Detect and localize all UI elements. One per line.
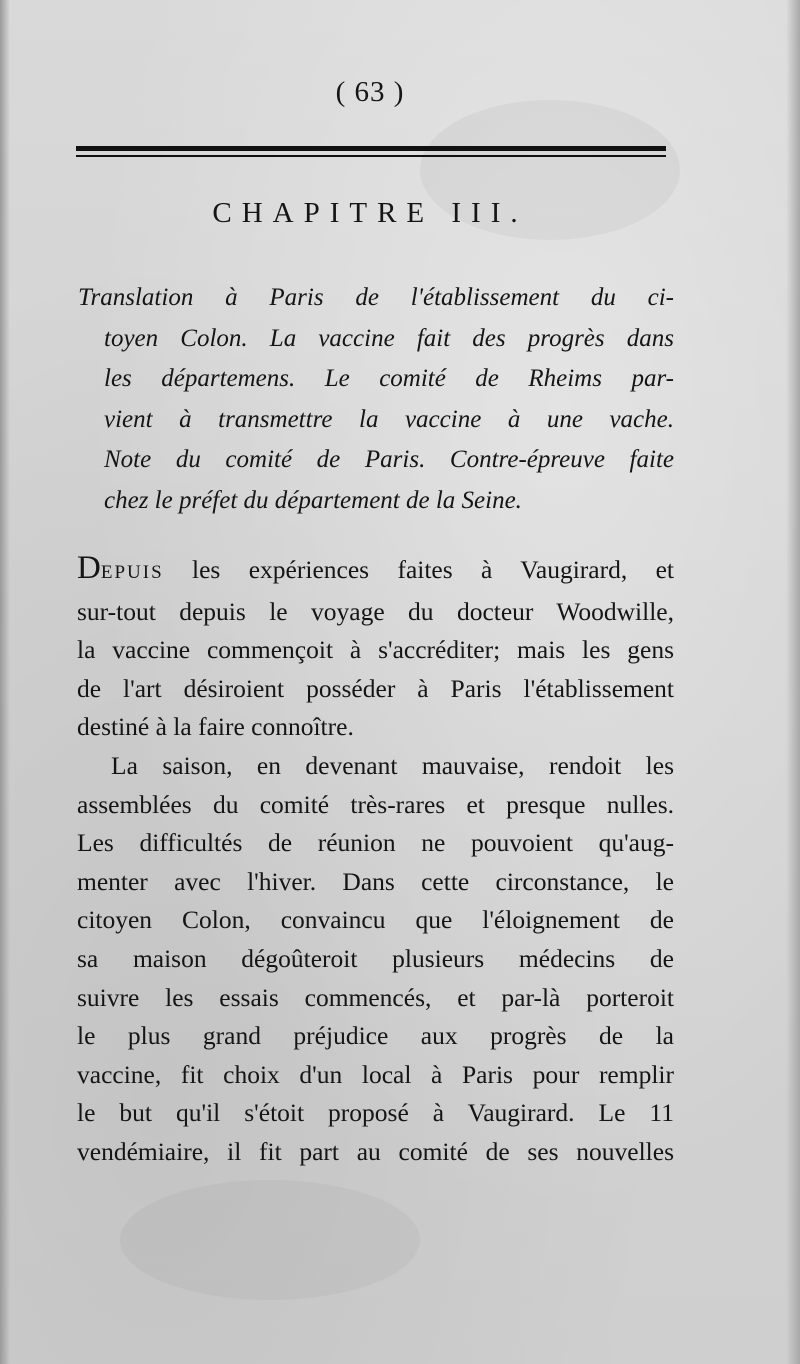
body-line: vaccine, fit choix d'un local à Paris pour remplir — [77, 1059, 674, 1089]
body-first-line — [77, 549, 674, 593]
body-line: La saison, en devenant mauvaise, rendoit les — [111, 750, 674, 780]
summary-line: toyen Colon. La vaccine fait des progrès dans — [104, 324, 674, 352]
chapter-summary — [78, 278, 674, 521]
small-caps-word: EPUIS — [100, 562, 164, 583]
summary-line: Translation à Paris de l'établissement du ci- — [78, 284, 674, 311]
body-line: vendémiaire, il fit part au comité de ses nouvelles — [77, 1136, 674, 1166]
chapter-title: CHAPITRE III. — [212, 197, 528, 229]
body-line: menter avec l'hiver. Dans cette circonstance, le — [77, 866, 674, 896]
body-line: sur-tout depuis le voyage du docteur Woodwille, — [77, 596, 674, 626]
body-line: suivre les essais commencés, et par-là porteroit — [77, 982, 674, 1012]
body-line: de l'art désiroient posséder à Paris l'établissement — [77, 673, 674, 703]
body-line: citoyen Colon, convaincu que l'éloignement de — [77, 905, 674, 935]
summary-line: vient à transmettre la vaccine à une vache. — [104, 405, 674, 433]
summary-line: les départemens. Le comité de Rheims par- — [104, 365, 674, 392]
page-shadow-right — [786, 0, 800, 1364]
body-line: la vaccine commençoit à s'accréditer; mais les gens — [77, 635, 674, 665]
body-line: assemblées du comité très-rares et presque nulles. — [77, 789, 674, 819]
summary-line: chez le préfet du département de la Seine. — [104, 486, 522, 514]
header-rule-thick — [76, 146, 666, 151]
body-line-text: les expériences faites à Vaugirard, et — [163, 555, 674, 584]
page-number: ( 63 ) — [335, 76, 405, 108]
body-line: sa maison dégoûteroit plusieurs médecins de — [77, 943, 674, 973]
body-line: le plus grand préjudice aux progrès de la — [77, 1021, 674, 1051]
body-line: destiné à la faire connoître. — [77, 712, 354, 742]
paper-stain — [120, 1180, 420, 1300]
header-rule-thin — [76, 155, 666, 157]
body-line: Les difficultés de réunion ne pouvoient qu'aug- — [77, 828, 674, 858]
body-text — [77, 549, 674, 1172]
summary-line: Note du comité de Paris. Contre-épreuve faite — [104, 446, 674, 473]
body-line: le but qu'il s'étoit proposé à Vaugirard. Le 11 — [77, 1098, 674, 1128]
drop-cap: D — [77, 550, 101, 586]
